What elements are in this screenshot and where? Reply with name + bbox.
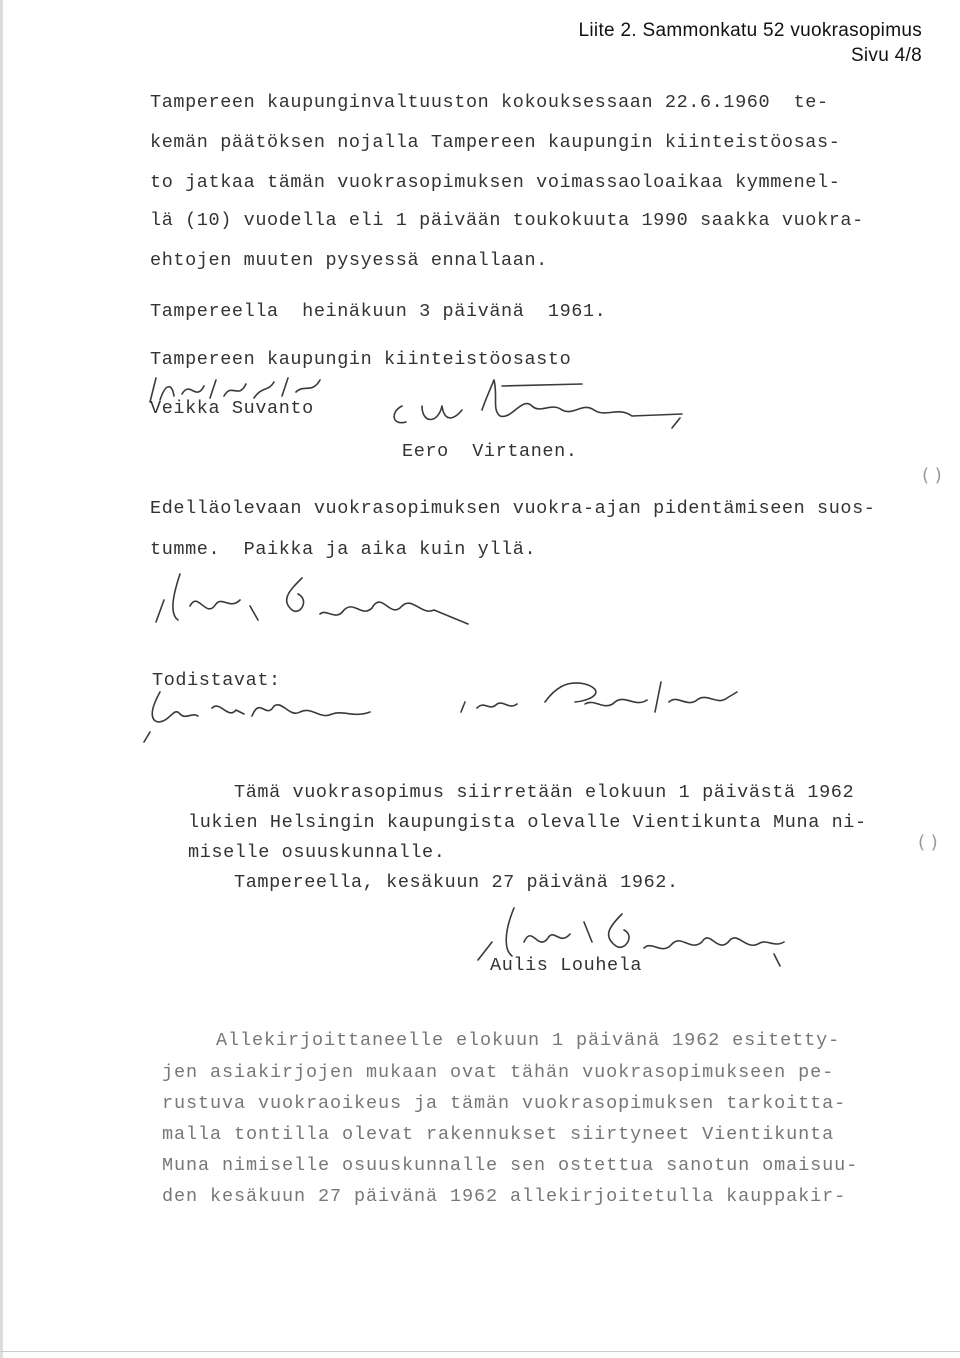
- text-line: den kesäkuun 27 päivänä 1962 allekirjoitetulla kauppakir-: [162, 1186, 847, 1207]
- text-line: malla tontilla olevat rakennukset siirtyneet Vientikunta: [162, 1124, 835, 1145]
- signature-louhela: [150, 570, 470, 640]
- text-line: kemän päätöksen nojalla Tampereen kaupungin kiinteistöosas-: [150, 132, 841, 153]
- signature-witness-2: [455, 672, 745, 732]
- text-line: tumme. Paikka ja aika kuin yllä.: [150, 539, 537, 560]
- text-line: jen asiakirjojen mukaan ovat tähän vuokrasopimukseen pe-: [162, 1062, 835, 1083]
- signer-name-virtanen: Eero Virtanen.: [402, 441, 578, 462]
- attachment-title: Liite 2. Sammonkatu 52 vuokrasopimus: [578, 20, 922, 41]
- organization-line: Tampereen kaupungin kiinteistöosasto: [150, 349, 572, 370]
- signer-name-suvanto: Veikka Suvanto: [150, 398, 314, 419]
- date-line: Tampereella, kesäkuun 27 päivänä 1962.: [234, 872, 679, 893]
- text-line: Tämä vuokrasopimus siirretään elokuun 1 päivästä 1962: [234, 782, 855, 803]
- margin-mark: ( ): [922, 465, 942, 486]
- text-line: ehtojen muuten pysyessä ennallaan.: [150, 250, 548, 271]
- witnesses-label: Todistavat:: [152, 670, 281, 691]
- text-line: lukien Helsingin kaupungista olevalle Vientikunta Muna ni-: [188, 812, 867, 833]
- margin-mark: ( ): [918, 832, 938, 853]
- scan-edge: [0, 0, 3, 1358]
- text-line: Edelläolevaan vuokrasopimuksen vuokra-ajan pidentämiseen suos-: [150, 498, 876, 519]
- text-line: Muna nimiselle osuuskunnalle sen ostettua sanotun omaisuu-: [162, 1155, 859, 1176]
- signature-virtanen: [382, 376, 712, 436]
- text-line: lä (10) vuodella eli 1 päivään toukokuuta 1990 saakka vuokra-: [150, 210, 864, 231]
- date-line: Tampereella heinäkuun 3 päivänä 1961.: [150, 301, 607, 322]
- text-line: rustuva vuokraoikeus ja tämän vuokrasopimuksen tarkoitta-: [162, 1093, 847, 1114]
- text-line: Tampereen kaupunginvaltuuston kokouksessaan 22.6.1960 te-: [150, 92, 829, 113]
- signature-witness-1: [140, 686, 380, 746]
- scan-bottom-edge: [0, 1351, 960, 1352]
- signer-name-louhela: Aulis Louhela: [490, 955, 643, 976]
- text-line: Allekirjoittaneelle elokuun 1 päivänä 1962 esitetty-: [216, 1030, 841, 1051]
- page-number: Sivu 4/8: [850, 45, 922, 66]
- text-line: to jatkaa tämän vuokrasopimuksen voimassaoloaikaa kymmenel-: [150, 172, 841, 193]
- text-line: miselle osuuskunnalle.: [188, 842, 446, 863]
